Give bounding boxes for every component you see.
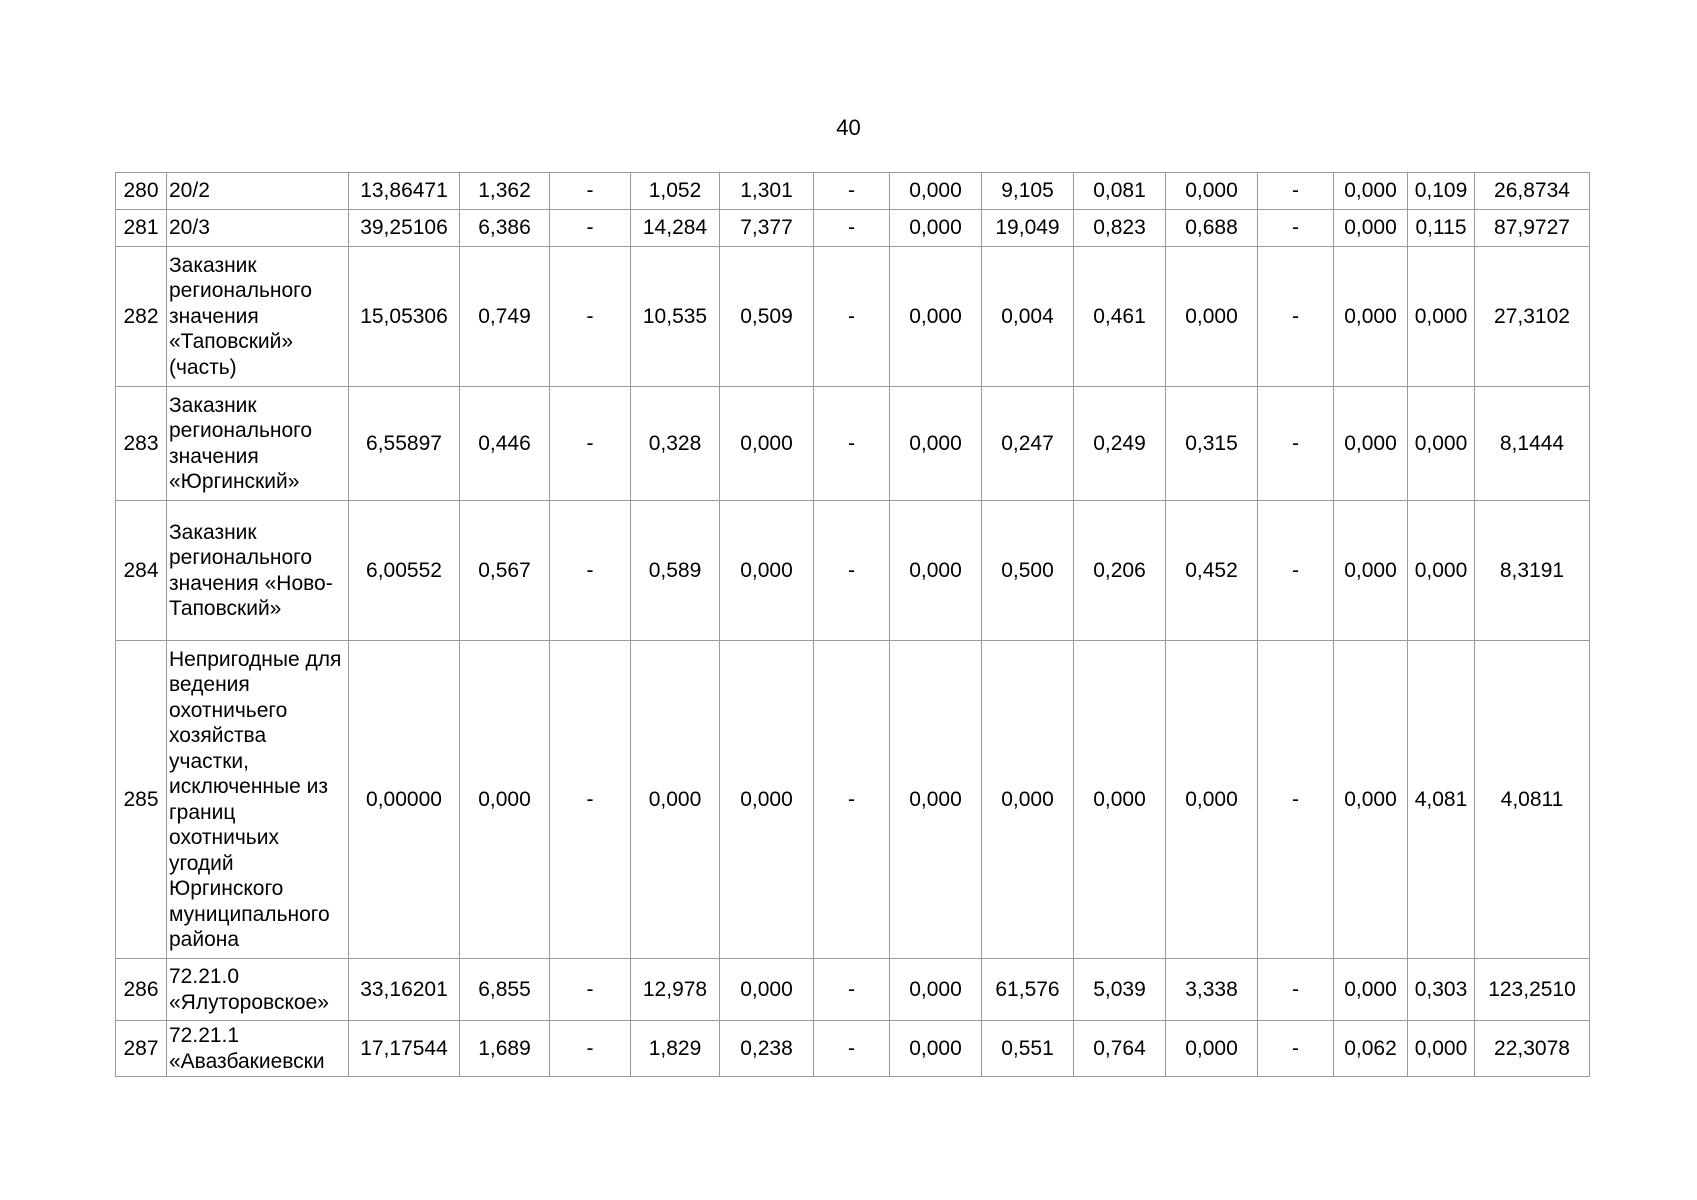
value-cell: 0,206 — [1074, 501, 1166, 641]
value-cell: 0,249 — [1074, 387, 1166, 501]
value-cell: 0,000 — [890, 1021, 982, 1077]
value-cell: 4,081 — [1408, 641, 1475, 959]
value-cell: 61,576 — [982, 959, 1074, 1021]
row-total-cell: 8,1444 — [1475, 387, 1590, 501]
value-cell: 0,749 — [460, 247, 550, 387]
value-cell: 0,000 — [1334, 387, 1408, 501]
row-total-cell: 4,0811 — [1475, 641, 1590, 959]
row-name-cell: 20/3 — [167, 210, 349, 247]
value-cell: 0,446 — [460, 387, 550, 501]
value-cell: 14,284 — [631, 210, 720, 247]
value-cell: 12,978 — [631, 959, 720, 1021]
row-number-cell: 284 — [116, 501, 167, 641]
value-cell: 0,000 — [890, 387, 982, 501]
value-cell: 0,000 — [720, 641, 814, 959]
value-cell: 0,000 — [1408, 247, 1475, 387]
value-cell: 0,004 — [982, 247, 1074, 387]
value-cell: - — [814, 173, 890, 210]
value-cell: 0,000 — [982, 641, 1074, 959]
row-number-cell: 280 — [116, 173, 167, 210]
value-cell: 0,000 — [1334, 641, 1408, 959]
value-cell: - — [550, 210, 631, 247]
value-cell: 13,86471 — [349, 173, 460, 210]
table-body — [116, 173, 1590, 1077]
value-cell: - — [1258, 387, 1334, 501]
value-cell: 0,452 — [1166, 501, 1258, 641]
value-cell: 0,000 — [890, 210, 982, 247]
value-cell: - — [814, 387, 890, 501]
table-row — [116, 641, 1590, 959]
value-cell: 1,829 — [631, 1021, 720, 1077]
value-cell: 0,000 — [1334, 501, 1408, 641]
table-row — [116, 1021, 1590, 1077]
value-cell: 0,115 — [1408, 210, 1475, 247]
row-name-cell: Заказник регионального значения «Таповский» (часть) — [167, 247, 349, 387]
value-cell: 0,00000 — [349, 641, 460, 959]
row-name-cell: Непригодные для ведения охотничьего хозяйства участки, исключенные из границ охотничьих угодий Юргинского муниципального района — [167, 641, 349, 959]
row-number-cell: 285 — [116, 641, 167, 959]
value-cell: 1,689 — [460, 1021, 550, 1077]
value-cell: 0,000 — [1166, 641, 1258, 959]
value-cell: 0,589 — [631, 501, 720, 641]
row-total-cell: 27,3102 — [1475, 247, 1590, 387]
value-cell: - — [550, 959, 631, 1021]
value-cell: - — [550, 1021, 631, 1077]
value-cell: 0,328 — [631, 387, 720, 501]
value-cell: 0,567 — [460, 501, 550, 641]
value-cell: 0,238 — [720, 1021, 814, 1077]
value-cell: 0,461 — [1074, 247, 1166, 387]
value-cell: 0,000 — [1408, 501, 1475, 641]
value-cell: 0,000 — [1334, 959, 1408, 1021]
value-cell: 39,25106 — [349, 210, 460, 247]
row-number-cell: 283 — [116, 387, 167, 501]
value-cell: 0,551 — [982, 1021, 1074, 1077]
value-cell: 1,301 — [720, 173, 814, 210]
value-cell: 0,247 — [982, 387, 1074, 501]
row-number-cell: 281 — [116, 210, 167, 247]
value-cell: 0,062 — [1334, 1021, 1408, 1077]
page-number: 40 — [836, 115, 861, 140]
value-cell: 0,688 — [1166, 210, 1258, 247]
row-total-cell: 8,3191 — [1475, 501, 1590, 641]
value-cell: 0,000 — [1334, 247, 1408, 387]
value-cell: 0,000 — [890, 641, 982, 959]
value-cell: 0,000 — [720, 501, 814, 641]
table-row — [116, 501, 1590, 641]
row-number-cell: 282 — [116, 247, 167, 387]
value-cell: 0,500 — [982, 501, 1074, 641]
value-cell: 19,049 — [982, 210, 1074, 247]
row-number-cell: 287 — [116, 1021, 167, 1077]
value-cell: 6,855 — [460, 959, 550, 1021]
data-table — [115, 172, 1590, 1077]
value-cell: 3,338 — [1166, 959, 1258, 1021]
value-cell: - — [814, 1021, 890, 1077]
value-cell: - — [814, 501, 890, 641]
value-cell: 17,17544 — [349, 1021, 460, 1077]
value-cell: - — [1258, 959, 1334, 1021]
value-cell: - — [1258, 247, 1334, 387]
value-cell: 0,081 — [1074, 173, 1166, 210]
value-cell: 0,000 — [890, 501, 982, 641]
row-total-cell: 26,8734 — [1475, 173, 1590, 210]
value-cell: 0,000 — [890, 173, 982, 210]
value-cell: 0,000 — [1166, 173, 1258, 210]
row-total-cell: 22,3078 — [1475, 1021, 1590, 1077]
value-cell: 0,000 — [720, 959, 814, 1021]
value-cell: - — [814, 959, 890, 1021]
value-cell: - — [1258, 1021, 1334, 1077]
value-cell: - — [1258, 501, 1334, 641]
row-name-cell: Заказник регионального значения «Ново-Таповский» — [167, 501, 349, 641]
value-cell: 0,509 — [720, 247, 814, 387]
value-cell: 0,000 — [1334, 210, 1408, 247]
value-cell: 0,000 — [631, 641, 720, 959]
value-cell: 0,823 — [1074, 210, 1166, 247]
value-cell: 9,105 — [982, 173, 1074, 210]
value-cell: 1,052 — [631, 173, 720, 210]
value-cell: 5,039 — [1074, 959, 1166, 1021]
value-cell: 0,000 — [720, 387, 814, 501]
row-name-cell: Заказник регионального значения «Юргинский» — [167, 387, 349, 501]
table-row — [116, 210, 1590, 247]
value-cell: 6,386 — [460, 210, 550, 247]
value-cell: - — [814, 247, 890, 387]
value-cell: 0,000 — [1334, 173, 1408, 210]
value-cell: - — [550, 501, 631, 641]
value-cell: 0,000 — [890, 247, 982, 387]
value-cell: 1,362 — [460, 173, 550, 210]
table-row — [116, 173, 1590, 210]
row-number-cell: 286 — [116, 959, 167, 1021]
value-cell: - — [550, 247, 631, 387]
row-total-cell: 87,9727 — [1475, 210, 1590, 247]
row-name-cell: 20/2 — [167, 173, 349, 210]
value-cell: 10,535 — [631, 247, 720, 387]
value-cell: - — [550, 387, 631, 501]
value-cell: 0,000 — [890, 959, 982, 1021]
value-cell: 0,000 — [1074, 641, 1166, 959]
value-cell: 15,05306 — [349, 247, 460, 387]
value-cell: - — [1258, 210, 1334, 247]
value-cell: - — [1258, 641, 1334, 959]
value-cell: 0,000 — [460, 641, 550, 959]
value-cell: 0,315 — [1166, 387, 1258, 501]
value-cell: 0,000 — [1408, 1021, 1475, 1077]
value-cell: - — [550, 173, 631, 210]
row-name-cell: 72.21.1 «Авазбакиевски — [167, 1021, 349, 1077]
value-cell: 0,303 — [1408, 959, 1475, 1021]
value-cell: - — [814, 641, 890, 959]
value-cell: 0,109 — [1408, 173, 1475, 210]
value-cell: 0,000 — [1408, 387, 1475, 501]
value-cell: - — [1258, 173, 1334, 210]
value-cell: 0,764 — [1074, 1021, 1166, 1077]
value-cell: 33,16201 — [349, 959, 460, 1021]
table-row — [116, 247, 1590, 387]
value-cell: 6,55897 — [349, 387, 460, 501]
value-cell: - — [814, 210, 890, 247]
row-total-cell: 123,2510 — [1475, 959, 1590, 1021]
value-cell: 6,00552 — [349, 501, 460, 641]
value-cell: 0,000 — [1166, 1021, 1258, 1077]
value-cell: 0,000 — [1166, 247, 1258, 387]
table-row — [116, 959, 1590, 1021]
value-cell: 7,377 — [720, 210, 814, 247]
table-row — [116, 387, 1590, 501]
row-name-cell: 72.21.0 «Ялуторовское» — [167, 959, 349, 1021]
value-cell: - — [550, 641, 631, 959]
